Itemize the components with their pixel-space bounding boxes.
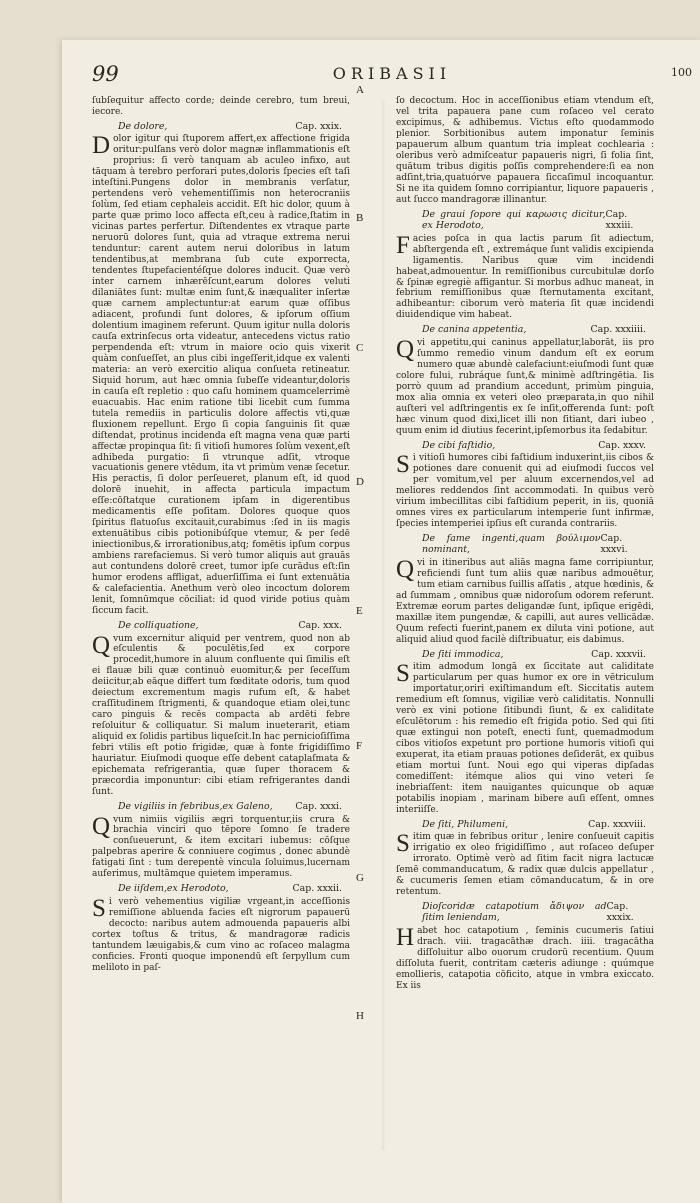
drop-cap: Q — [92, 631, 111, 659]
body-paragraph — [396, 96, 654, 206]
drop-cap: Q — [92, 812, 111, 840]
chapter-title: De iiſdem,ex Herodoto, — [118, 883, 229, 895]
chapter-heading — [92, 801, 350, 812]
margin-letter-e: E — [356, 605, 363, 617]
drop-cap: S — [396, 659, 410, 687]
body-paragraph — [396, 659, 654, 816]
paragraph-text: itim quæ in febribus oritur , lenire conſueuit capitis irrigatio ex oleo frigidiſſimo , aut roſaceo deſuper irrorato. Optimè verò ad ſitim facit nigra lactucæ ſemē commanducatum, & radix quæ dulcis appellatur , & cucumeris ſemen etiam cōmanducatum, & in ore retentum. — [396, 832, 654, 897]
chapter-title: Dioſcoridæ catapotium ἄδιψον ad ſitim leniendam, — [422, 900, 607, 924]
paragraph-text: i vitioſi humores cibi faſtidium induxerint,iis cibos & potiones dare conuenit qui ad eiuſmodi ſuccos vel per vomitum,vel per aluum excernendos,vel ad meliores reddendos ſint accommodati. In quibus verò virium imbecillitas cibi faſtidium peperit, in iis, quoniā omnes vires ex particularum intemperie ſunt infirmæ, ſpecies intemperiei ipſius eſt curanda contrariis. — [396, 453, 654, 529]
margin-letter-h: H — [356, 1010, 364, 1022]
chapter-number: Cap. xxix. — [295, 120, 342, 132]
chapter-heading — [92, 121, 350, 132]
page-number-right: 100 — [671, 66, 692, 79]
body-paragraph — [92, 96, 350, 118]
chapter-number: Cap. xxxviii. — [588, 818, 646, 830]
paragraph-text: vi appetitu,qui caninus appellatur,laborāt, iis pro ſummo remedio vinum dandum eſt ex eorum numero quæ abundè calefaciunt:eiuſmodi ſunt quæ colore fului, rubráque ſunt,& minimè adſtringētia. Iis porrò quum ad prandium accedunt, primùm pinguia, mox alia omnia ex veteri oleo præparata,in quo nihil auſteri vel adſtringentis ex ſe inſit,offerenda ſunt: poſt hæc vinum quod dixi,licet illi non ſitiant, dari iubeo , quum enim id diutius fecerint,ipſemorbus ita ſedabitur. — [396, 337, 654, 436]
chapter-title: De vigiliis in febribus,ex Galeno, — [118, 801, 273, 813]
drop-cap: F — [396, 231, 410, 259]
chapter-title: De ſiti immodica, — [422, 648, 504, 660]
paragraph-text: acies poſca in qua lactis parum ſit adiectum, abſtergenda eſt , extremáque ſunt validis excipienda ligamentis. Naribus quæ vim incidendi habeat,admouentur. In remiſſionibus curcubitulæ dorſo & ſpinæ egregiè affigantur. Si morbus adhuc maneat, in febrium remiſſionibus quæ ſternutamenta excitant, adhibeantur: ciborum verò materia ſit quæ incidendi diuidendique vim habeat. — [396, 233, 654, 321]
drop-cap: Q — [396, 555, 415, 583]
page-gutter-shadow — [382, 100, 386, 1150]
margin-letter-b: B — [356, 212, 364, 224]
chapter-title: De dolore, — [118, 120, 168, 132]
margin-letter-g: G — [356, 872, 364, 884]
chapter-number: Cap. xxxii. — [292, 883, 342, 895]
paragraph-text: vum nimiis vigiliis ægri torquentur,iis crura & brachia vinciri quo tēpore ſomno ſe tradere conſueuerunt, & item excitari iubemus: cōſque palpebras aperire & conniuere cogimus , donec abundè fatigati ſint : tum derepentè vincula ſoluimus,lucernam auferimus, multāmque quietem imperamus. — [92, 814, 350, 880]
chapter-number: Cap. xxxvii. — [591, 648, 646, 660]
body-paragraph — [92, 134, 350, 617]
chapter-number: Cap. xxxiii. — [605, 208, 634, 232]
chapter-heading — [396, 901, 654, 924]
chapter-heading — [92, 620, 350, 631]
body-paragraph — [396, 832, 654, 898]
paragraph-text: ſubſequitur affecto corde; deinde cerebro, tum breui, iecore. — [92, 96, 350, 117]
chapter-heading — [396, 819, 654, 830]
chapter-heading — [396, 649, 654, 660]
left-column — [92, 96, 350, 976]
margin-letter-f: F — [356, 740, 363, 752]
chapter-number: Cap. xxxix. — [606, 900, 634, 924]
drop-cap: S — [396, 451, 410, 479]
chapter-heading — [92, 883, 350, 894]
body-paragraph — [396, 231, 654, 322]
chapter-number: Cap. xxxv. — [598, 439, 646, 451]
drop-cap: S — [396, 830, 410, 857]
body-paragraph — [92, 894, 350, 974]
paragraph-text: ſo decoctum. Hoc in acceſſionibus etiam vtendum eſt, vel trita papauera pane cum roſaceo vel cerato excipimus, & adhibemus. Victus eſto quodammodo plenior. Sorbitionibus autem imponatur ſeminis papauerum album quantum tria impleat cochlearia : oleribus verò admiſceatur papaueris nigri, ſi folia ſint, quātum tribus digitis poſſis comprehendere:ſi ea non adſint,tria,quatuórve papauera ſiccaſimul incoquantur. Si ne ita quidem ſomno corripiantur, liquore papaueris , aut ſucco mandragoræ illinantur. — [396, 96, 654, 205]
book-page — [62, 40, 700, 1203]
body-paragraph — [396, 555, 654, 646]
chapter-heading — [396, 533, 654, 556]
chapter-title: De fame ingenti,quam βούλιμον nominant, — [422, 532, 601, 556]
margin-letter-d: D — [356, 476, 364, 488]
chapter-heading — [396, 209, 654, 232]
chapter-heading — [396, 440, 654, 451]
chapter-number: Cap. xxx. — [298, 620, 342, 632]
paragraph-text: vum excernitur aliquid per ventrem, quod non ab eſculentis & poculētis,ſed ex corpore procedit,humore in aluum confluente qui ſimilis eſt ei flauæ bili quæ continuò euomitur,& per ſeceſſum deiicitur,ab eāque differt tum fœditate odoris, tum quod deiectum excrementum magis rufum eſt, & habet craſſitudinem ſtrigmenti, & quandoque etiam olei,tunc caro pinguis & recēs compacta ab ardēti febre reſoluitur & colliquatur. Si malum inueterarit, etiam aliquid ex ſolidis partibus liqueſcit.In hac pernicioſiſſima febri vtilis eſt potio frigidæ, quæ à fonte frigidiſſimo hauriatur. Eiuſmodi quoque eſſe debent cataplaſmata & epichemata refrigerantia, quæ ſuper thoracem & præcordia imponuntur: cibi etiam refrigerantes dandi ſunt. — [92, 633, 350, 798]
body-paragraph — [396, 923, 654, 992]
body-paragraph — [92, 812, 350, 881]
chapter-title: De ſiti, Philumeni, — [422, 818, 509, 830]
chapter-heading — [396, 324, 654, 335]
paragraph-text: i verò vehementius vigiliæ vrgeant,in acceſſionis remiſſione abluenda facies eſt nigrorum papauerū decocto: naribus autem admouenda papaueris albi cortex toſtus & tritus, & mandragoræ radicis tantundem læuigabis,& cum vino ac roſaceo malagma conficies. Fronti quoque imponendū eſt ſerpyllum cum meliloto in paſ- — [92, 896, 350, 973]
paragraph-text: itim admodum longā ex ſiccitate aut caliditate particularum per quas humor ex ore in vētriculum importatur,oriri exiſtimandum eſt. Siccitatis autem remedium eſt ſomnus, vigiliæ verò caliditatis. Nonnulli verò ex vini potione ſitibundi ſiunt, & ex caliditate eſculētorum : his remedio eſt frigida potio. Sed qui ſiti quæ extingui non poteſt, enecti ſunt, quemadmodum cibos vitioſos expetunt pro portione humoris vitioſi qui exuperat, ita etiam prauas potiones deſiderāt, ex quibus etiam mortui ſunt. Noui ego qui viperas dipſadas comediſſent: itémque alios qui vino veteri ſe inebriaſſent: item nauigantes quicunque ob aquæ potabilis inopiam , marinam bibere auſi eſſent, omnes interiiſſe. — [396, 661, 654, 815]
chapter-number: Cap. xxxvi. — [600, 532, 628, 556]
chapter-number: Cap. xxxiiii. — [590, 324, 646, 336]
body-paragraph — [396, 335, 654, 437]
chapter-title: De colliquatione, — [118, 620, 199, 632]
body-paragraph — [92, 631, 350, 799]
drop-cap: S — [92, 894, 106, 922]
paragraph-text: olor igitur qui ſtuporem affert,ex affectione frigida oritur:pulſans verò dolor magnæ inflammationis eſt proprius: ſi verò tanquam ab aculeo infixo, aut tāquam à terebro perforari putes,doloris ſpecies eſt taſi inteſtini.Pungens dolor in membranis verſatur, pertendens verò vehementiſſimis non heterocraniis ſolùm, ſed etiam cephaleis accidit. Eſt hic dolor, quum à parte quæ primo loco affecta eſt,ceu à radice,ſtatim in vicinas partes perfertur. Diſtendentes ex vtraque parte neruorū dolores ſunt, quia ad vtraque extrema nerui tenduntur: carent autem nerui doloribus in latum tendentibus,at membrana ſub cute exporrecta, tendentes ſtupefacientéſque dolores inducit. Quæ verò inter carnem inhærēſcunt,earum dolores veluti dilaniātes ſunt: multæ enim ſunt,& inæqualiter inſertæ quæ carnem amplectuntur:at earum quæ oſſibus adiacent, profundi ſunt dolores, & ipſorum oſſium dolentium imaginem referunt. Quum igitur nulla doloris cauſa extrinſecus orta videatur, antecedens victus ratio perpendenda eſt: vtrum in maiore ocio quis vixerit quàm conſueſſet, an plus cibi ingeſſerit,idque ex valenti materia: an verò exercitio aliqua conſueta retineatur. Siquid horum, aut hæc omnia ſubeſſe videantur,doloris in cauſa eſt repletio : quo caſu hominem quamcelerrimè euacuabis. Hac enim ratione tibi licebit cum ſumma tutela remediis in particulis dolore affectis vti,quæ fluxionem repellunt. Ergo ſi copia ſanguinis ſit quæ diſtendat, protinus incidenda eſt magna vena quæ parti affectæ propinqua ſit: ſi vitioſi humores ſolùm vexent,eſt adhibeda purgatio: ſi vtrunque adſit, vtroque vacuationis genere vtēdum, ita vt primùm venæ ſecetur. His peractis, ſi dolor perſeueret, planum eſt, id quod dolorē inuehit, in affecta particula impactum eſſe:cōſtatque curationem ipſam in digerentibus medicamentis eſſe poſitam. Dolores quoque quos ſpiritus flatuoſus excitauit,curabimus :ſed in iis magis extenuātibus cibis potionibúſque vtemur, & per ſedē iniectionibus,& irrorationibus,atq; fomētis ipſum corpus ambiens rarefaciemus. Si verò tumor aliquis aut grauās aut contundens dolorē creet, tumor ipſe curādus eſt:ſin humor erodens affligat, aduerſiſſima ei ſunt extenuātia & calefacientia. Anethum verò oleo incoctum dolorem lenit, ſomnūmque cōciliat: id quod viride potius quàm ſiccum facit. — [92, 134, 350, 617]
right-column — [396, 96, 654, 994]
chapter-title: De cibi faſtidio, — [422, 439, 496, 451]
body-paragraph — [396, 453, 654, 530]
chapter-title: De canina appetentia, — [422, 324, 527, 336]
chapter-title: De graui ſopore qui καρωσις dicitur, ex Herodoto, — [422, 208, 606, 232]
drop-cap: Q — [396, 335, 415, 363]
paragraph-text: vi in itineribus aut aliās magna fame corripiuntur, reficiendi ſunt tum aliis quæ naribus admouētur, tum etiam carnibus ſuillis aſſatis , atque hœdinis, & ad ſummam , omnibus quæ nidoroſum odorem referunt. Extremæ eorum partes deligandæ ſunt, ipſique erigēdi, maxillæ item pungendæ, & capilli, aut aures vellicādæ. Quum refecti fuerint,panem ex diluta vini potione, aut aliquid aliud quod facilè diſtribuatur, eis dabimus. — [396, 557, 654, 645]
margin-letter-c: C — [356, 342, 364, 354]
paragraph-text: abet hoc catapotium , ſeminis cucumeris ſatiui drach. viii. tragacāthæ drach. iiii. tragacātha diſſoluitur albo ouorum crudorū recentium. Quum diſſoluta fuerit, contritam cæteris adiunge : quúmque emollieris, catapotia cōficito, atque in vmbra exiccato. Ex iis — [396, 925, 654, 991]
margin-letter-a: A — [356, 84, 364, 96]
page-number-left: 99 — [92, 62, 119, 86]
drop-cap: D — [92, 132, 111, 160]
chapter-number: Cap. xxxi. — [295, 801, 342, 813]
running-title: ORIBASII — [332, 64, 452, 83]
drop-cap: H — [396, 923, 415, 951]
